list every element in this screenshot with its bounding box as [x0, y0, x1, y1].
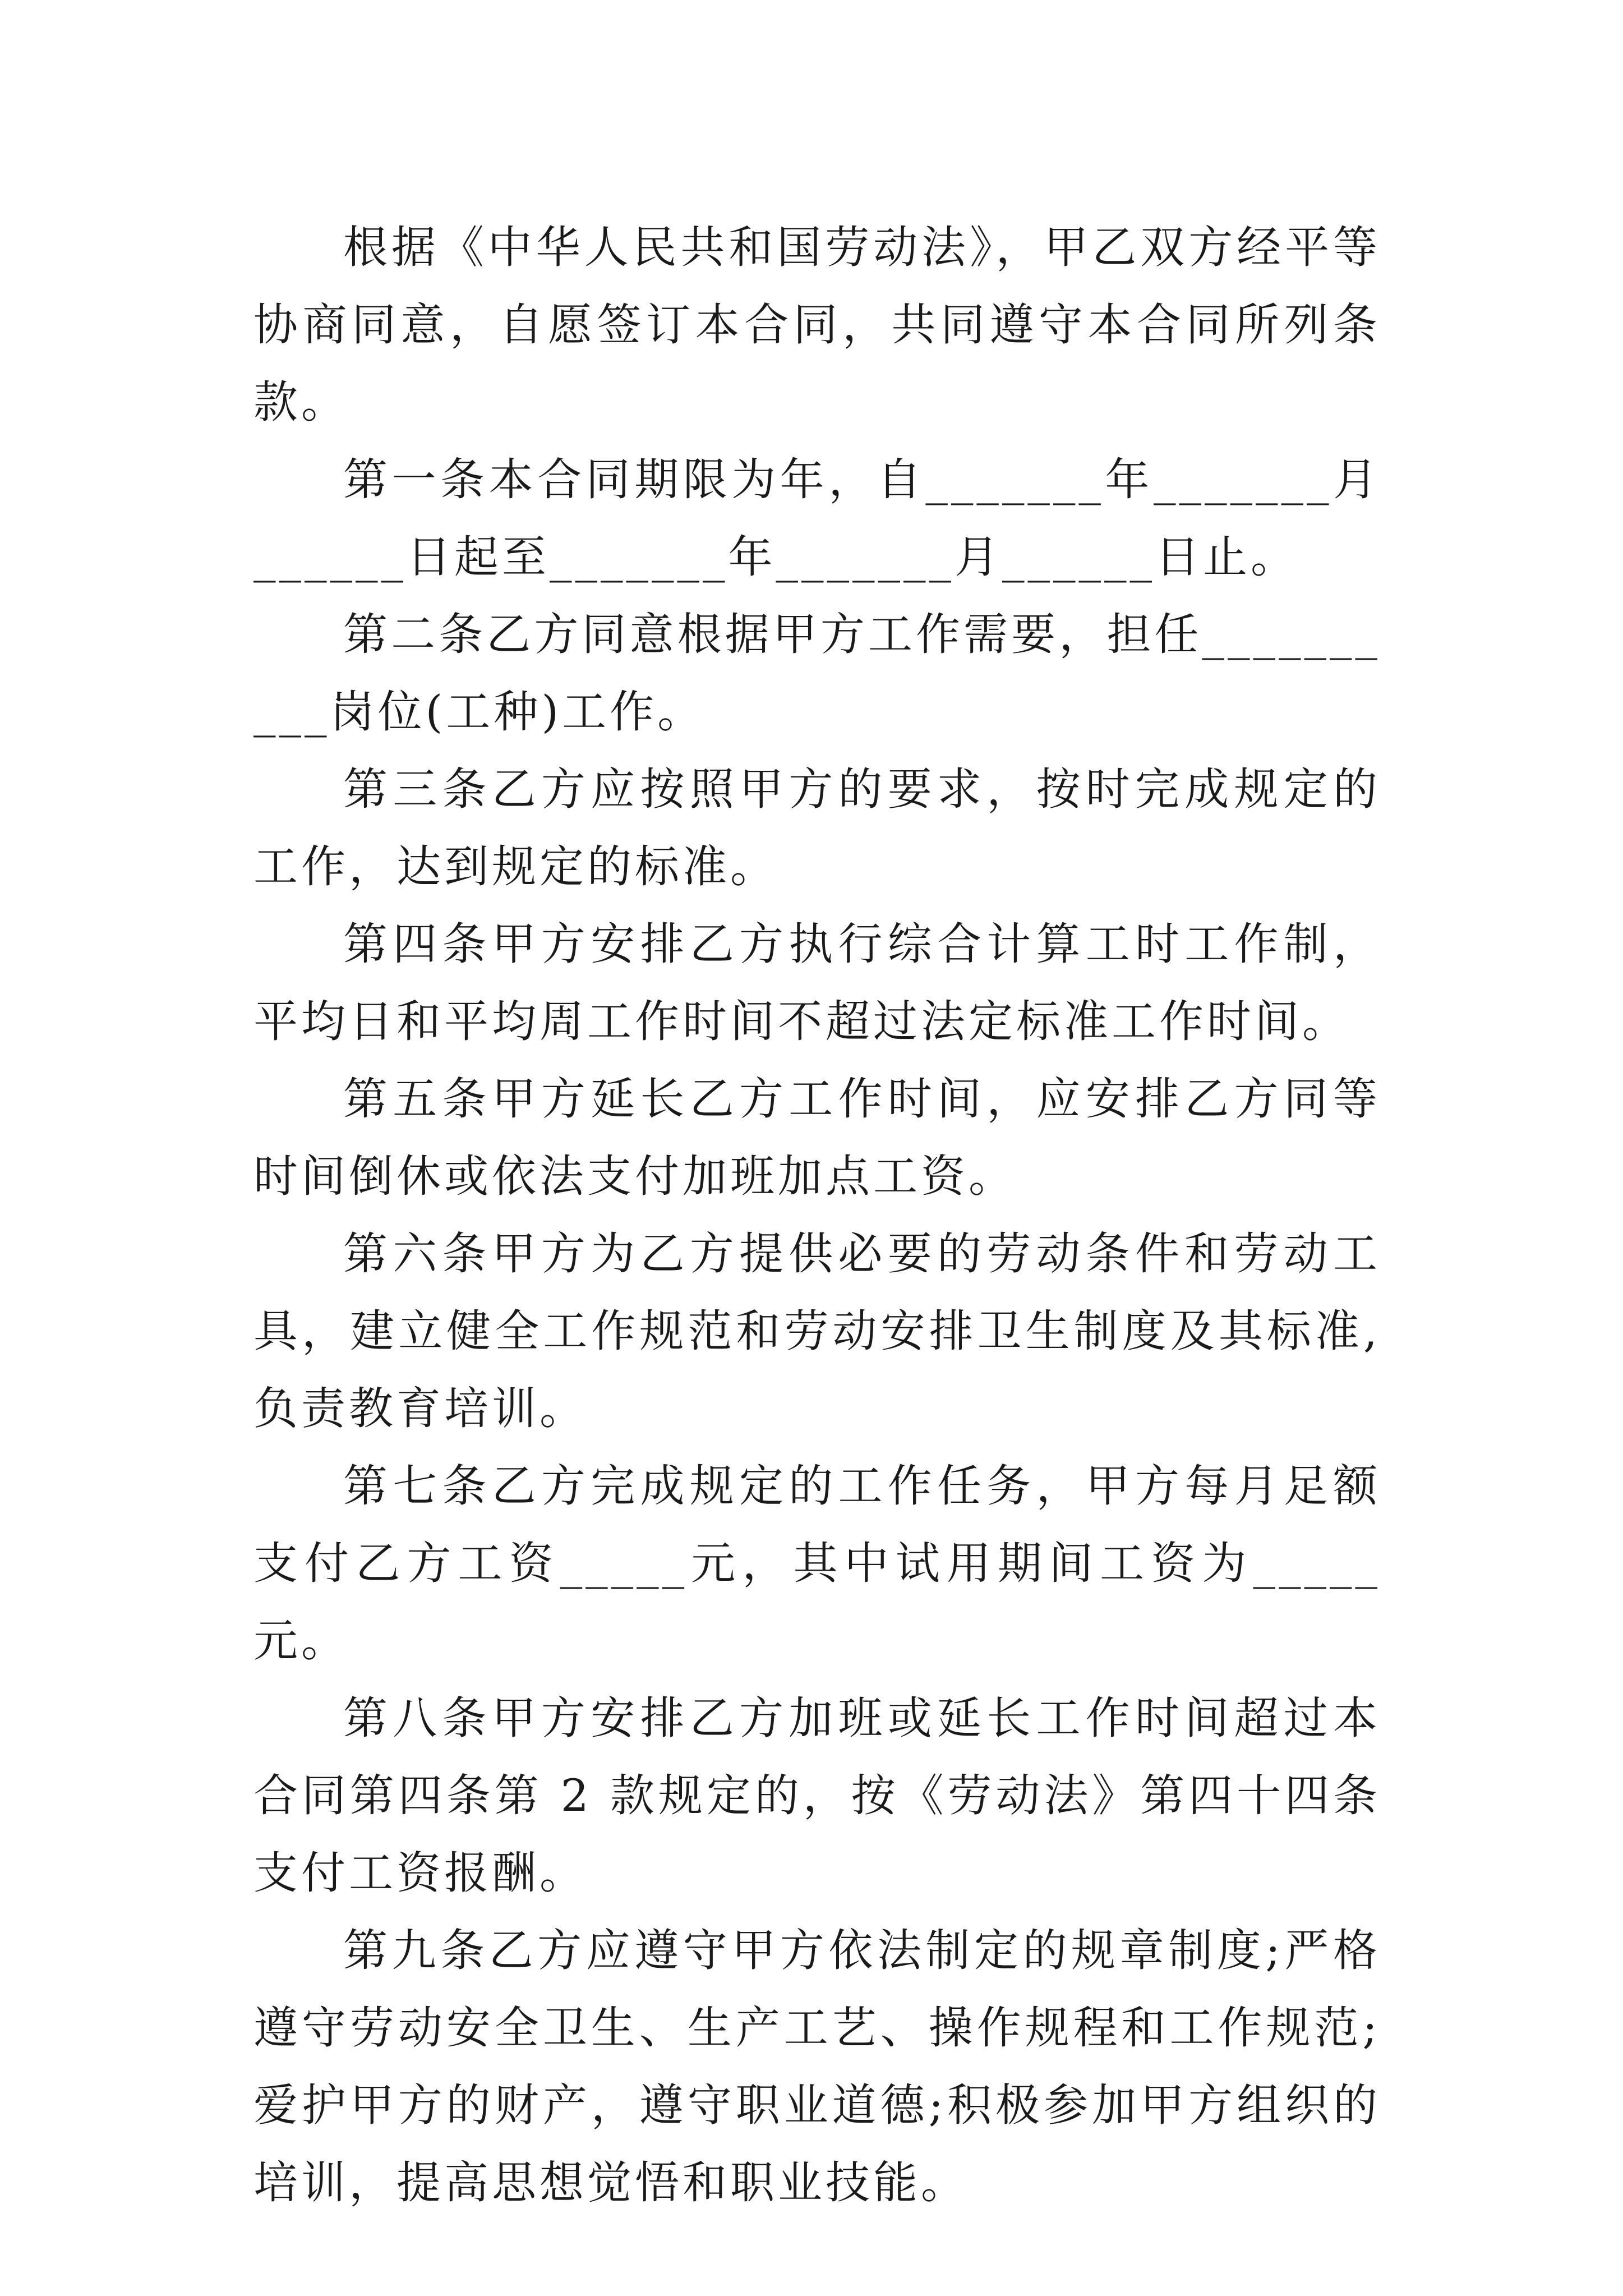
paragraph-article-7: 第七条乙方完成规定的工作任务，甲方每月足额支付乙方工资_____元，其中试用期间工资为_____元。 — [253, 1460, 1381, 1667]
paragraph-article-5: 第五条甲方延长乙方工作时间，应安排乙方同等时间倒休或依法支付加班加点工资。 — [253, 1073, 1381, 1202]
paragraph-article-9: 第九条乙方应遵守甲方依法制定的规章制度;严格遵守劳动安全卫生、生产工艺、操作规程和工作规范;爱护甲方的财产，遵守职业道德;积极参加甲方组织的培训，提高思想觉悟和职业技能。 — [253, 1925, 1381, 2208]
paragraph-article-4: 第四条甲方安排乙方执行综合计算工时工作制，平均日和平均周工作时间不超过法定标准工作时间。 — [253, 918, 1381, 1047]
paragraph-article-1: 第一条本合同期限为年，自_______年_______月______日起至_______年_______月______日止。 — [253, 454, 1381, 583]
paragraph-article-8: 第八条甲方安排乙方加班或延长工作时间超过本合同第四条第 2 款规定的，按《劳动法》第四十四条支付工资报酬。 — [253, 1692, 1381, 1899]
paragraph-article-2: 第二条乙方同意根据甲方工作需要，担任__________岗位(工种)工作。 — [253, 609, 1381, 738]
paragraph-article-6: 第六条甲方为乙方提供必要的劳动条件和劳动工具，建立健全工作规范和劳动安排卫生制度及其标准,负责教育培训。 — [253, 1228, 1381, 1434]
paragraph-article-3: 第三条乙方应按照甲方的要求，按时完成规定的工作，达到规定的标准。 — [253, 763, 1381, 892]
contract-body — [253, 209, 1381, 2221]
paragraph-preamble: 根据《中华人民共和国劳动法》，甲乙双方经平等协商同意，自愿签订本合同，共同遵守本合同所列条款。 — [253, 222, 1381, 428]
